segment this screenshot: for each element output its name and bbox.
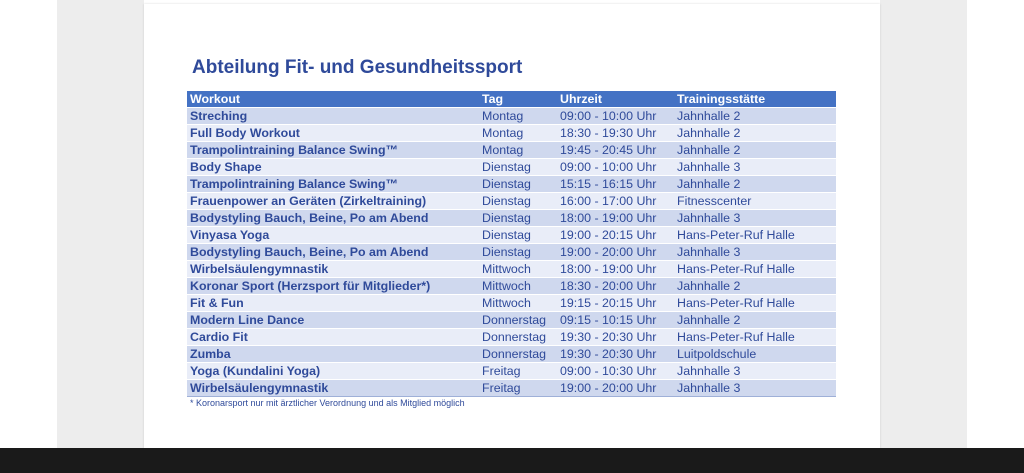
cell-time: 18:30 - 20:00 Uhr — [557, 278, 674, 295]
table-row — [187, 244, 836, 261]
cell-location: Hans-Peter-Ruf Halle — [674, 261, 836, 278]
cell-time: 09:00 - 10:00 Uhr — [557, 108, 674, 125]
cell-time: 19:00 - 20:15 Uhr — [557, 227, 674, 244]
table-row — [187, 329, 836, 346]
table-row — [187, 125, 836, 142]
cell-workout: Streching — [187, 108, 479, 125]
cell-workout: Frauenpower an Geräten (Zirkeltraining) — [187, 193, 479, 210]
table-row — [187, 176, 836, 193]
table-row — [187, 295, 836, 312]
cell-location: Jahnhalle 3 — [674, 380, 836, 397]
cell-day: Mittwoch — [479, 261, 557, 278]
cell-workout: Bodystyling Bauch, Beine, Po am Abend — [187, 210, 479, 227]
cell-time: 19:30 - 20:30 Uhr — [557, 346, 674, 363]
cell-day: Donnerstag — [479, 346, 557, 363]
cell-location: Jahnhalle 2 — [674, 278, 836, 295]
cell-time: 09:00 - 10:30 Uhr — [557, 363, 674, 380]
column-header-uhrzeit: Uhrzeit — [557, 91, 674, 108]
cell-location: Jahnhalle 3 — [674, 159, 836, 176]
cell-workout: Wirbelsäulengymnastik — [187, 261, 479, 278]
cell-day: Dienstag — [479, 210, 557, 227]
cell-time: 19:45 - 20:45 Uhr — [557, 142, 674, 159]
cell-day: Mittwoch — [479, 295, 557, 312]
cell-workout: Trampolintraining Balance Swing™ — [187, 176, 479, 193]
cell-location: Jahnhalle 2 — [674, 176, 836, 193]
cell-day: Montag — [479, 125, 557, 142]
schedule-table — [187, 91, 836, 397]
table-row — [187, 261, 836, 278]
cell-location: Fitnesscenter — [674, 193, 836, 210]
cell-location: Jahnhalle 3 — [674, 210, 836, 227]
cell-day: Dienstag — [479, 159, 557, 176]
cell-day: Dienstag — [479, 176, 557, 193]
cell-workout: Yoga (Kundalini Yoga) — [187, 363, 479, 380]
cell-time: 19:15 - 20:15 Uhr — [557, 295, 674, 312]
cell-time: 18:00 - 19:00 Uhr — [557, 210, 674, 227]
cell-time: 19:00 - 20:00 Uhr — [557, 244, 674, 261]
cell-day: Dienstag — [479, 193, 557, 210]
cell-day: Montag — [479, 142, 557, 159]
cell-location: Jahnhalle 3 — [674, 363, 836, 380]
cell-location: Jahnhalle 2 — [674, 125, 836, 142]
cell-workout: Fit & Fun — [187, 295, 479, 312]
cell-day: Montag — [479, 108, 557, 125]
cell-workout: Body Shape — [187, 159, 479, 176]
table-row — [187, 142, 836, 159]
cell-day: Dienstag — [479, 227, 557, 244]
cell-time: 15:15 - 16:15 Uhr — [557, 176, 674, 193]
cell-workout: Vinyasa Yoga — [187, 227, 479, 244]
cell-time: 19:00 - 20:00 Uhr — [557, 380, 674, 397]
table-row — [187, 380, 836, 397]
table-row — [187, 312, 836, 329]
cell-day: Freitag — [479, 363, 557, 380]
document-page — [144, 4, 880, 448]
cell-time: 18:30 - 19:30 Uhr — [557, 125, 674, 142]
cell-location: Jahnhalle 2 — [674, 312, 836, 329]
cell-day: Donnerstag — [479, 312, 557, 329]
footnote: * Koronarsport nur mit ärztlicher Verordnung und als Mitglied möglich — [190, 398, 465, 408]
table-row — [187, 193, 836, 210]
table-row — [187, 108, 836, 125]
cell-location: Hans-Peter-Ruf Halle — [674, 227, 836, 244]
cell-workout: Modern Line Dance — [187, 312, 479, 329]
cell-location: Hans-Peter-Ruf Halle — [674, 329, 836, 346]
cell-day: Freitag — [479, 380, 557, 397]
table-row — [187, 363, 836, 380]
table-row — [187, 278, 836, 295]
cell-workout: Trampolintraining Balance Swing™ — [187, 142, 479, 159]
cell-location: Jahnhalle 2 — [674, 108, 836, 125]
table-row — [187, 346, 836, 363]
column-header-trainingsstaette: Trainingsstätte — [674, 91, 836, 108]
viewer-background-left — [57, 0, 144, 448]
cell-day: Mittwoch — [479, 278, 557, 295]
table-row — [187, 159, 836, 176]
cell-location: Hans-Peter-Ruf Halle — [674, 295, 836, 312]
cell-workout: Wirbelsäulengymnastik — [187, 380, 479, 397]
viewer-background-right — [880, 0, 967, 448]
table-body — [187, 108, 836, 397]
cell-time: 19:30 - 20:30 Uhr — [557, 329, 674, 346]
cell-workout: Koronar Sport (Herzsport für Mitglieder*) — [187, 278, 479, 295]
cell-workout: Zumba — [187, 346, 479, 363]
cell-location: Jahnhalle 2 — [674, 142, 836, 159]
cell-time: 09:15 - 10:15 Uhr — [557, 312, 674, 329]
cell-time: 16:00 - 17:00 Uhr — [557, 193, 674, 210]
cell-workout: Full Body Workout — [187, 125, 479, 142]
cell-day: Dienstag — [479, 244, 557, 261]
cell-location: Luitpoldschule — [674, 346, 836, 363]
column-header-tag: Tag — [479, 91, 557, 108]
cell-day: Donnerstag — [479, 329, 557, 346]
cell-workout: Bodystyling Bauch, Beine, Po am Abend — [187, 244, 479, 261]
cell-time: 09:00 - 10:00 Uhr — [557, 159, 674, 176]
table-header-row — [187, 91, 836, 108]
page-title: Abteilung Fit- und Gesundheitssport — [192, 57, 523, 78]
bottom-bar — [0, 448, 1024, 473]
cell-workout: Cardio Fit — [187, 329, 479, 346]
cell-location: Jahnhalle 3 — [674, 244, 836, 261]
column-header-workout: Workout — [187, 91, 479, 108]
cell-time: 18:00 - 19:00 Uhr — [557, 261, 674, 278]
table-row — [187, 227, 836, 244]
table-row — [187, 210, 836, 227]
